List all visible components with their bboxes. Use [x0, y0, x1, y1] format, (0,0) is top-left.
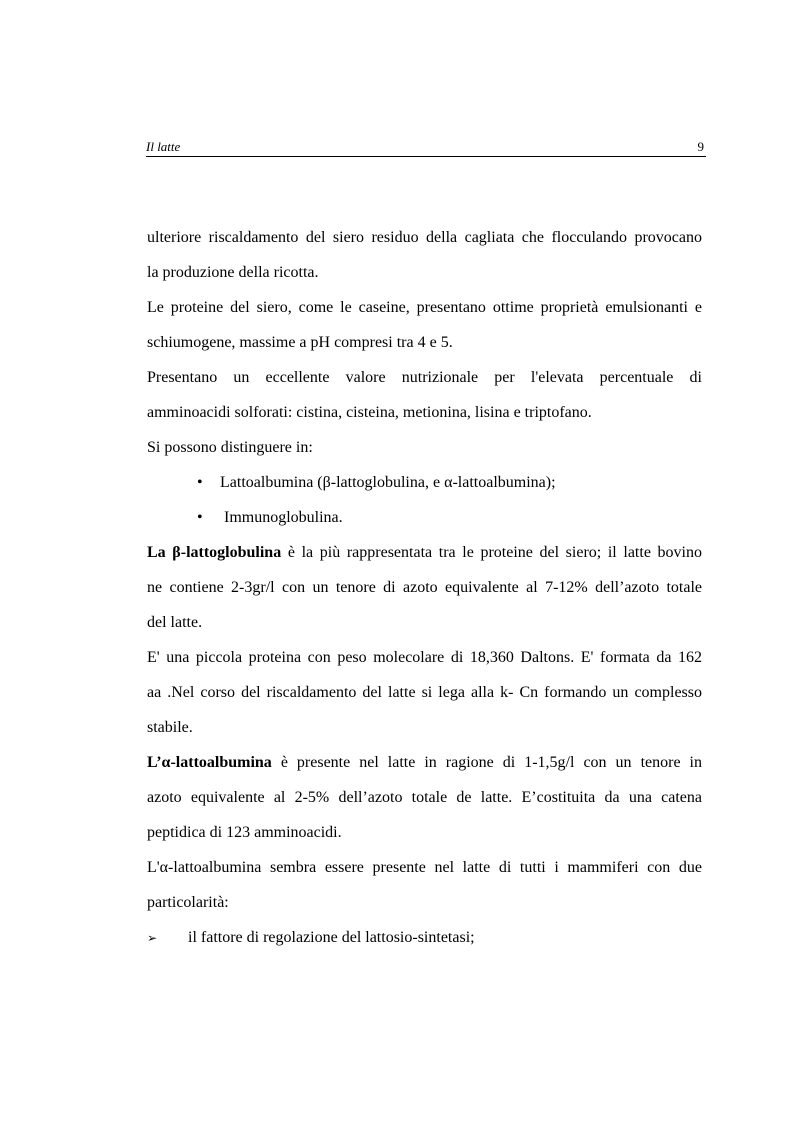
term-beta-lattoglobulina: La β-lattoglobulina — [147, 544, 282, 561]
page-number: 9 — [697, 139, 704, 154]
arrow-bullet-icon: ➢ — [147, 931, 158, 945]
text-line: schiumogene, massime a pH compresi tra 4 e 5. — [147, 334, 453, 351]
page-body — [147, 225, 702, 960]
text-line: la produzione della ricotta. — [147, 264, 319, 281]
text-line: Presentano un eccellente valore nutrizionale per l'elevata percentuale di — [147, 369, 702, 386]
bullet-icon: • — [197, 509, 203, 526]
term-alfa-lattoalbumina: L’α-lattoalbumina — [147, 754, 272, 771]
text-line: aa .Nel corso del riscaldamento del latte si lega alla k- Cn formando un complesso — [147, 684, 702, 701]
list-item — [147, 925, 702, 960]
list-item-text: Lattoalbumina (β-lattoglobulina, e α-lattoalbumina); — [220, 474, 556, 491]
list-item-text: il fattore di regolazione del lattosio-sintetasi; — [188, 929, 475, 946]
text-line: E' una piccola proteina con peso molecolare di 18,360 Daltons. E' formata da 162 — [147, 649, 702, 666]
text-line: L'α-lattoalbumina sembra essere presente nel latte di tutti i mammiferi con due — [147, 859, 702, 876]
text-line: Le proteine del siero, come le caseine, presentano ottime proprietà emulsionanti e — [147, 299, 702, 316]
list-item-text: Immunoglobulina. — [224, 509, 343, 526]
text-line: peptidica di 123 amminoacidi. — [147, 824, 342, 841]
bullet-icon: • — [197, 474, 203, 491]
text-line: amminoacidi solforati: cistina, cisteina, metionina, lisina e triptofano. — [147, 404, 592, 421]
header-title: Il latte — [146, 139, 181, 154]
list-item — [147, 470, 702, 505]
list-item — [147, 505, 702, 540]
text-line: L’α-lattoalbumina è presente nel latte in ragione di 1-1,5g/l con un tenore in — [147, 754, 702, 771]
text-line: stabile. — [147, 719, 193, 736]
text-line: ulteriore riscaldamento del siero residuo della cagliata che flocculando provocano — [147, 229, 702, 246]
running-header — [146, 138, 706, 157]
text-line: La β-lattoglobulina è la più rappresentata tra le proteine del siero; il latte bovino — [147, 544, 703, 561]
text-line: Si possono distinguere in: — [147, 439, 313, 456]
text-line: azoto equivalente al 2-5% dell’azoto totale de latte. E’costituita da una catena — [147, 789, 702, 806]
text-line: del latte. — [147, 614, 203, 631]
text-line: ne contiene 2-3gr/l con un tenore di azoto equivalente al 7-12% dell’azoto totale — [147, 579, 702, 596]
text-line: particolarità: — [147, 894, 229, 911]
